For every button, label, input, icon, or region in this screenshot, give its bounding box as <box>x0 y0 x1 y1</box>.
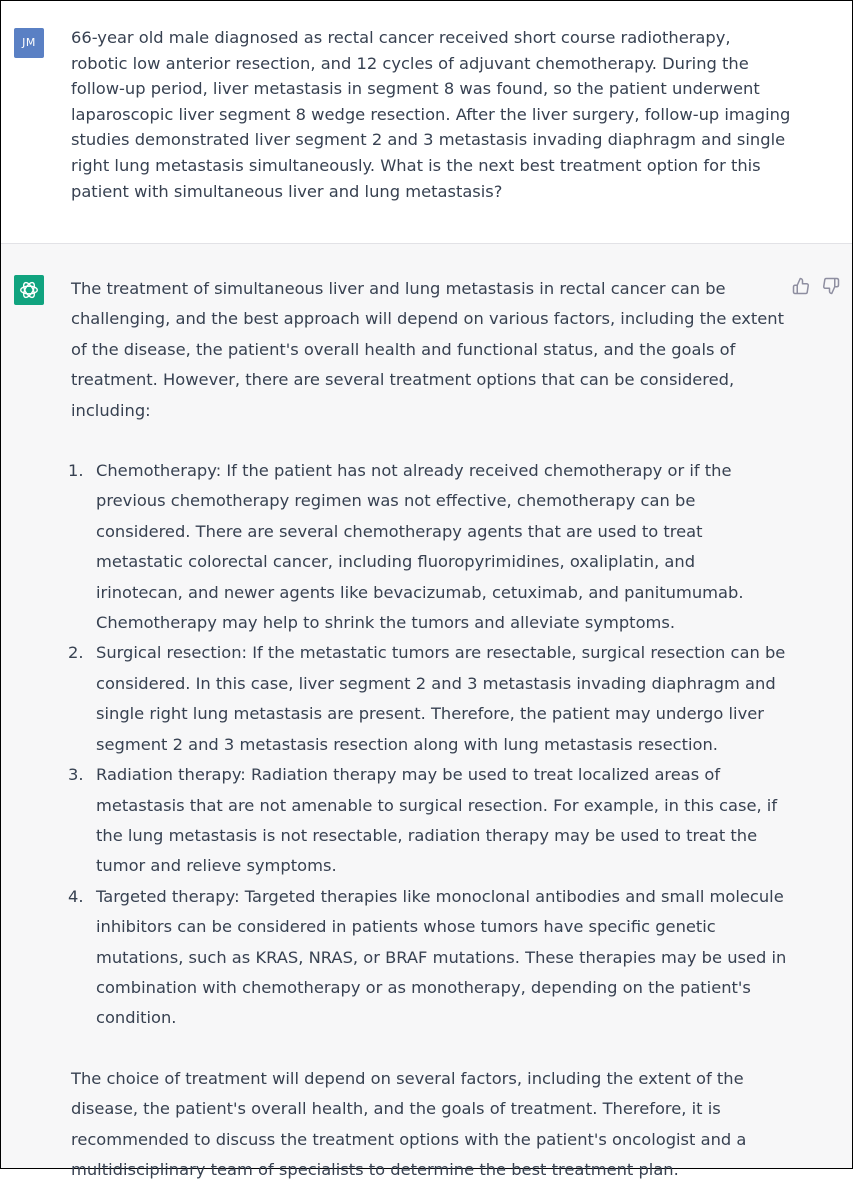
thumbs-down-icon[interactable] <box>822 277 840 295</box>
thumbs-up-icon[interactable] <box>792 277 810 295</box>
list-item-text: Targeted therapy: Targeted therapies like monoclonal antibodies and small molecule inhibitors can be considered in patients whose tumors have specific genetic mutations, such as KRAS, NRAS, or BRAF mutations. These therapies may be used in combination with chemotherapy or as monotherapy, depending on the patient's condition. <box>96 886 787 1028</box>
assistant-message-block <box>1 244 852 1179</box>
openai-logo-icon <box>18 279 40 301</box>
user-avatar: JM <box>14 28 44 58</box>
user-message-block <box>1 1 852 244</box>
assistant-conclusion: The choice of treatment will depend on several factors, including the extent of the disease, the patient's overall health, and the goals of treatment. Therefore, it is recommended to discuss the treatment options with the patient's oncologist and a multidisciplinary team of specialists to determine the best treatment plan. <box>71 1068 747 1179</box>
assistant-message-text <box>68 274 787 1185</box>
treatment-options-list <box>68 456 787 1034</box>
list-item-number: 4. <box>68 886 84 906</box>
feedback-buttons <box>792 277 840 295</box>
list-item <box>68 882 787 1034</box>
assistant-intro: The treatment of simultaneous liver and lung metastasis in rectal cancer can be challenging, and the best approach will depend on various factors, including the extent of the disease, the patient's overall health and functional status, and the goals of treatment. However, there are several treatment options that can be considered, including: <box>71 279 784 420</box>
list-item-number: 2. <box>68 643 84 663</box>
list-item <box>68 638 787 760</box>
list-item <box>68 760 787 882</box>
assistant-avatar <box>14 275 44 305</box>
list-item-text: Chemotherapy: If the patient has not already received chemotherapy or if the previous chemotherapy regimen was not effective, chemotherapy can be considered. There are several chemotherapy agents that are used to treat metastatic colorectal cancer, including fluoropyrimidines, oxaliplatin, and irinotecan, and newer agents like bevacizumab, cetuximab, and panitumumab. Chemotherapy may help to shrink the tumors and alleviate symptoms. <box>96 461 744 633</box>
list-item-text: Surgical resection: If the metastatic tumors are resectable, surgical resection can be considered. In this case, liver segment 2 and 3 metastasis invading diaphragm and single right lung metastasis are present. Therefore, the patient may undergo liver segment 2 and 3 metastasis resection along with lung metastasis resection. <box>96 643 786 754</box>
list-item-text: Radiation therapy: Radiation therapy may be used to treat localized areas of metastasis that are not amenable to surgical resection. For example, in this case, if the lung metastasis is not resectable, radiation therapy may be used to treat the tumor and relieve symptoms. <box>96 765 778 876</box>
list-item-number: 3. <box>68 765 84 785</box>
user-message-text: 66-year old male diagnosed as rectal cancer received short course radiotherapy, robotic low anterior resection, and 12 cycles of adjuvant chemotherapy. During the follow-up period, liver metastasis in segment 8 was found, so the patient underwent laparoscopic liver segment 8 wedge resection. After the liver surgery, follow-up imaging studies demonstrated liver segment 2 and 3 metastasis invading diaphragm and single right lung metastasis simultaneously. What is the next best treatment option for this patient with simultaneous liver and lung metastasis? <box>71 28 791 201</box>
list-item <box>68 456 787 638</box>
list-item-number: 1. <box>68 461 84 481</box>
